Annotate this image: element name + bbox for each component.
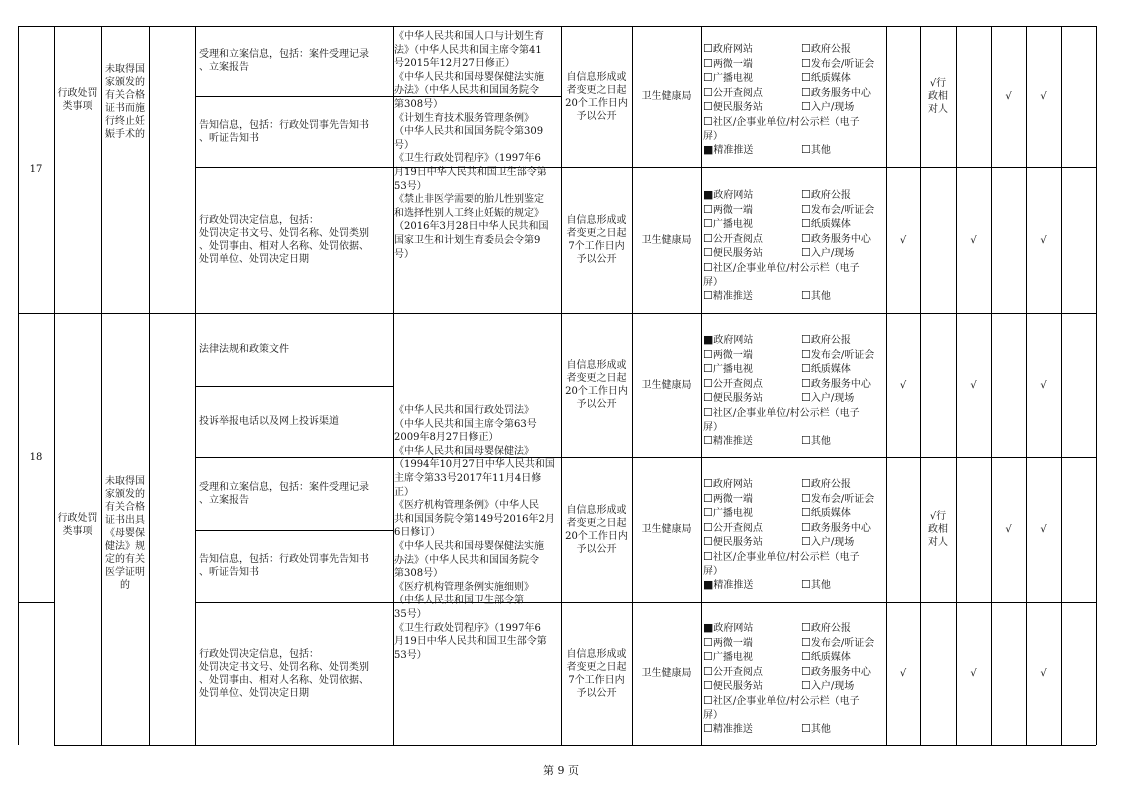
row-17b-check-col3: √ xyxy=(970,234,977,246)
row-18c-check-col5: √ xyxy=(1040,668,1047,679)
row-17a-check-col4: √ xyxy=(1005,91,1012,102)
row-17-subject-b: 卫生健康局 xyxy=(641,234,692,246)
row-18-legal-basis: 《中华人民共和国行政处罚法》 （中华人民共和国主席令第63号 2009年8月27日修正） 《中华人民共和国母婴保健法》 （1994年10月27日中华人民共和国 主席令第33号2017年11月4日修 正） 《医疗机构管理条例》（中华人民 共和国国务院令第149号2016年2月 6日修订） 《中华人民共和国母婴保健法实施 办法》（中华人民共和国国务院令 第308号） 《医疗机构管理条例实施细则》 （中华人民共和国卫生部令第 35号） 《卫生行政处罚程序》（1997年6 月19日中华人民共和国卫生部令第 53号） xyxy=(394,405,555,661)
row-17-timelimit-a: 自信息形成或 者变更之日起 20个工作日内 予以公开 xyxy=(565,71,628,122)
row-18b-check-col4: √ xyxy=(1005,524,1012,535)
row-18-subject-a: 卫生健康局 xyxy=(641,379,692,391)
row-18-notice-content: 告知信息，包括：行政处罚事先告知书 、听证告知书 xyxy=(199,554,369,578)
row-17-category: 行政处罚 类事项 xyxy=(57,88,98,112)
row-18-category: 行政处罚 类事项 xyxy=(57,513,98,537)
row-17b-check-col5: √ xyxy=(1040,234,1047,246)
row-18-timelimit-a: 自信息形成或 者变更之日起 20个工作日内 予以公开 xyxy=(565,360,628,410)
row-18c-check-col3: √ xyxy=(970,668,977,679)
row-18b-scope-target: √行 政相 对人 xyxy=(928,511,948,548)
row-18-decision-content: 行政处罚决定信息，包括： 处罚决定书文号、处罚名称、处罚类别 、处罚事由、相对人名称、处罚依据、 处罚单位、处罚决定日期 xyxy=(199,648,369,699)
row-18a-check-col3: √ xyxy=(970,379,977,391)
row-17-notice-content: 告知信息，包括：行政处罚事先告知书 、听证告知书 xyxy=(199,119,369,144)
row-17-accept-content: 受理和立案信息，包括：案件受理记录 、立案报告 xyxy=(199,49,369,73)
row-17-seq: 17 xyxy=(29,164,43,175)
row-18-laws-policy-content: 法律法规和政策文件 xyxy=(199,344,289,355)
row-17a-check-col5: √ xyxy=(1040,91,1047,102)
row-18-accept-content: 受理和立案信息，包括：案件受理记录 、立案报告 xyxy=(199,481,369,506)
row-18-channels-c: ■政府网站 ☐政府公报 ☐两微一端 ☐发布会/听证会 ☐广播电视 ☐纸质媒体 ☐公开查阅点 ☐政务服务中心 ☐便民服务站 ☐入户/现场 ☐社区/企事业单位/村公示栏（电子 屏） ☐精准推送 ☐其他 xyxy=(703,621,875,736)
row-17-decision-content: 行政处罚决定信息，包括： 处罚决定书文号、处罚名称、处罚类别 、处罚事由、相对人名称、处罚依据、 处罚单位、处罚决定日期 xyxy=(199,215,369,265)
row-18-timelimit-c: 自信息形成或 者变更之日起 7个工作日内 予以公开 xyxy=(566,648,627,699)
row-17-channels-a: ☐政府网站 ☐政府公报 ☐两微一端 ☐发布会/听证会 ☐广播电视 ☐纸质媒体 ☐公开查阅点 ☐政务服务中心 ☐便民服务站 ☐入户/现场 ☐社区/企事业单位/村公示栏（电子 屏） ■精准推送 ☐其他 xyxy=(703,42,875,157)
row-18a-check-col5: √ xyxy=(1040,379,1047,391)
row-17a-scope-target: √行 政相 对人 xyxy=(928,78,948,115)
row-18-subject-b: 卫生健康局 xyxy=(641,524,692,535)
row-18-seq: 18 xyxy=(29,452,43,463)
row-18-subject-c: 卫生健康局 xyxy=(641,668,692,679)
row-17b-check-col1: √ xyxy=(899,234,907,246)
row-17-subject-a: 卫生健康局 xyxy=(641,91,692,102)
row-17-timelimit-b: 自信息形成或 者变更之日起 7个工作日内 予以公开 xyxy=(566,215,627,265)
row-17-channels-b: ■政府网站 ☐政府公报 ☐两微一端 ☐发布会/听证会 ☐广播电视 ☐纸质媒体 ☐公开查阅点 ☐政务服务中心 ☐便民服务站 ☐入户/现场 ☐社区/企事业单位/村公示栏（电子 屏） ☐精准推送 ☐其他 xyxy=(703,188,875,303)
row-18b-check-col5: √ xyxy=(1040,524,1047,535)
page-number: 第 9 页 xyxy=(543,764,579,777)
row-17-legal-basis: 《中华人民共和国人口与计划生育 法》（中华人民共和国主席令第41 号2015年12月27日修正） 《中华人民共和国母婴保健法实施 办法》（中华人民共和国国务院令 第308号） 《计划生育技术服务管理条例》 （中华人民共和国国务院令第309 号） 《卫生行政处罚程序》（1997年6 月19日中华人民共和国卫生部令第 53号） 《禁止非医学需要的胎儿性别鉴定 和选择性别人工终止妊娠的规定》 （2016年3月28日中华人民共和国 国家卫生和计划生育委员会令第9 号） xyxy=(394,31,549,260)
row-18-item: 未取得国 家颁发的 有关合格 证书出具 《母婴保 健法》规 定的有关 医学证明 的 xyxy=(105,475,145,591)
row-18c-check-col1: √ xyxy=(899,668,907,679)
row-18-channels-b: ☐政府网站 ☐政府公报 ☐两微一端 ☐发布会/听证会 ☐广播电视 ☐纸质媒体 ☐公开查阅点 ☐政务服务中心 ☐便民服务站 ☐入户/现场 ☐社区/企事业单位/村公示栏（电子 屏） ■精准推送 ☐其他 xyxy=(703,477,875,592)
row-18-complaint-content: 投诉举报电话以及网上投诉渠道 xyxy=(199,416,339,427)
row-17-item: 未取得国 家颁发的 有关合格 证书而施 行终止妊 娠手术的 xyxy=(105,64,145,140)
row-18a-check-col1: √ xyxy=(899,379,907,391)
row-18-channels-a: ■政府网站 ☐政府公报 ☐两微一端 ☐发布会/听证会 ☐广播电视 ☐纸质媒体 ☐公开查阅点 ☐政务服务中心 ☐便民服务站 ☐入户/现场 ☐社区/企事业单位/村公示栏（电子 屏） ☐精准推送 ☐其他 xyxy=(703,333,875,448)
row-18-timelimit-b: 自信息形成或 者变更之日起 20个工作日内 予以公开 xyxy=(565,504,628,555)
